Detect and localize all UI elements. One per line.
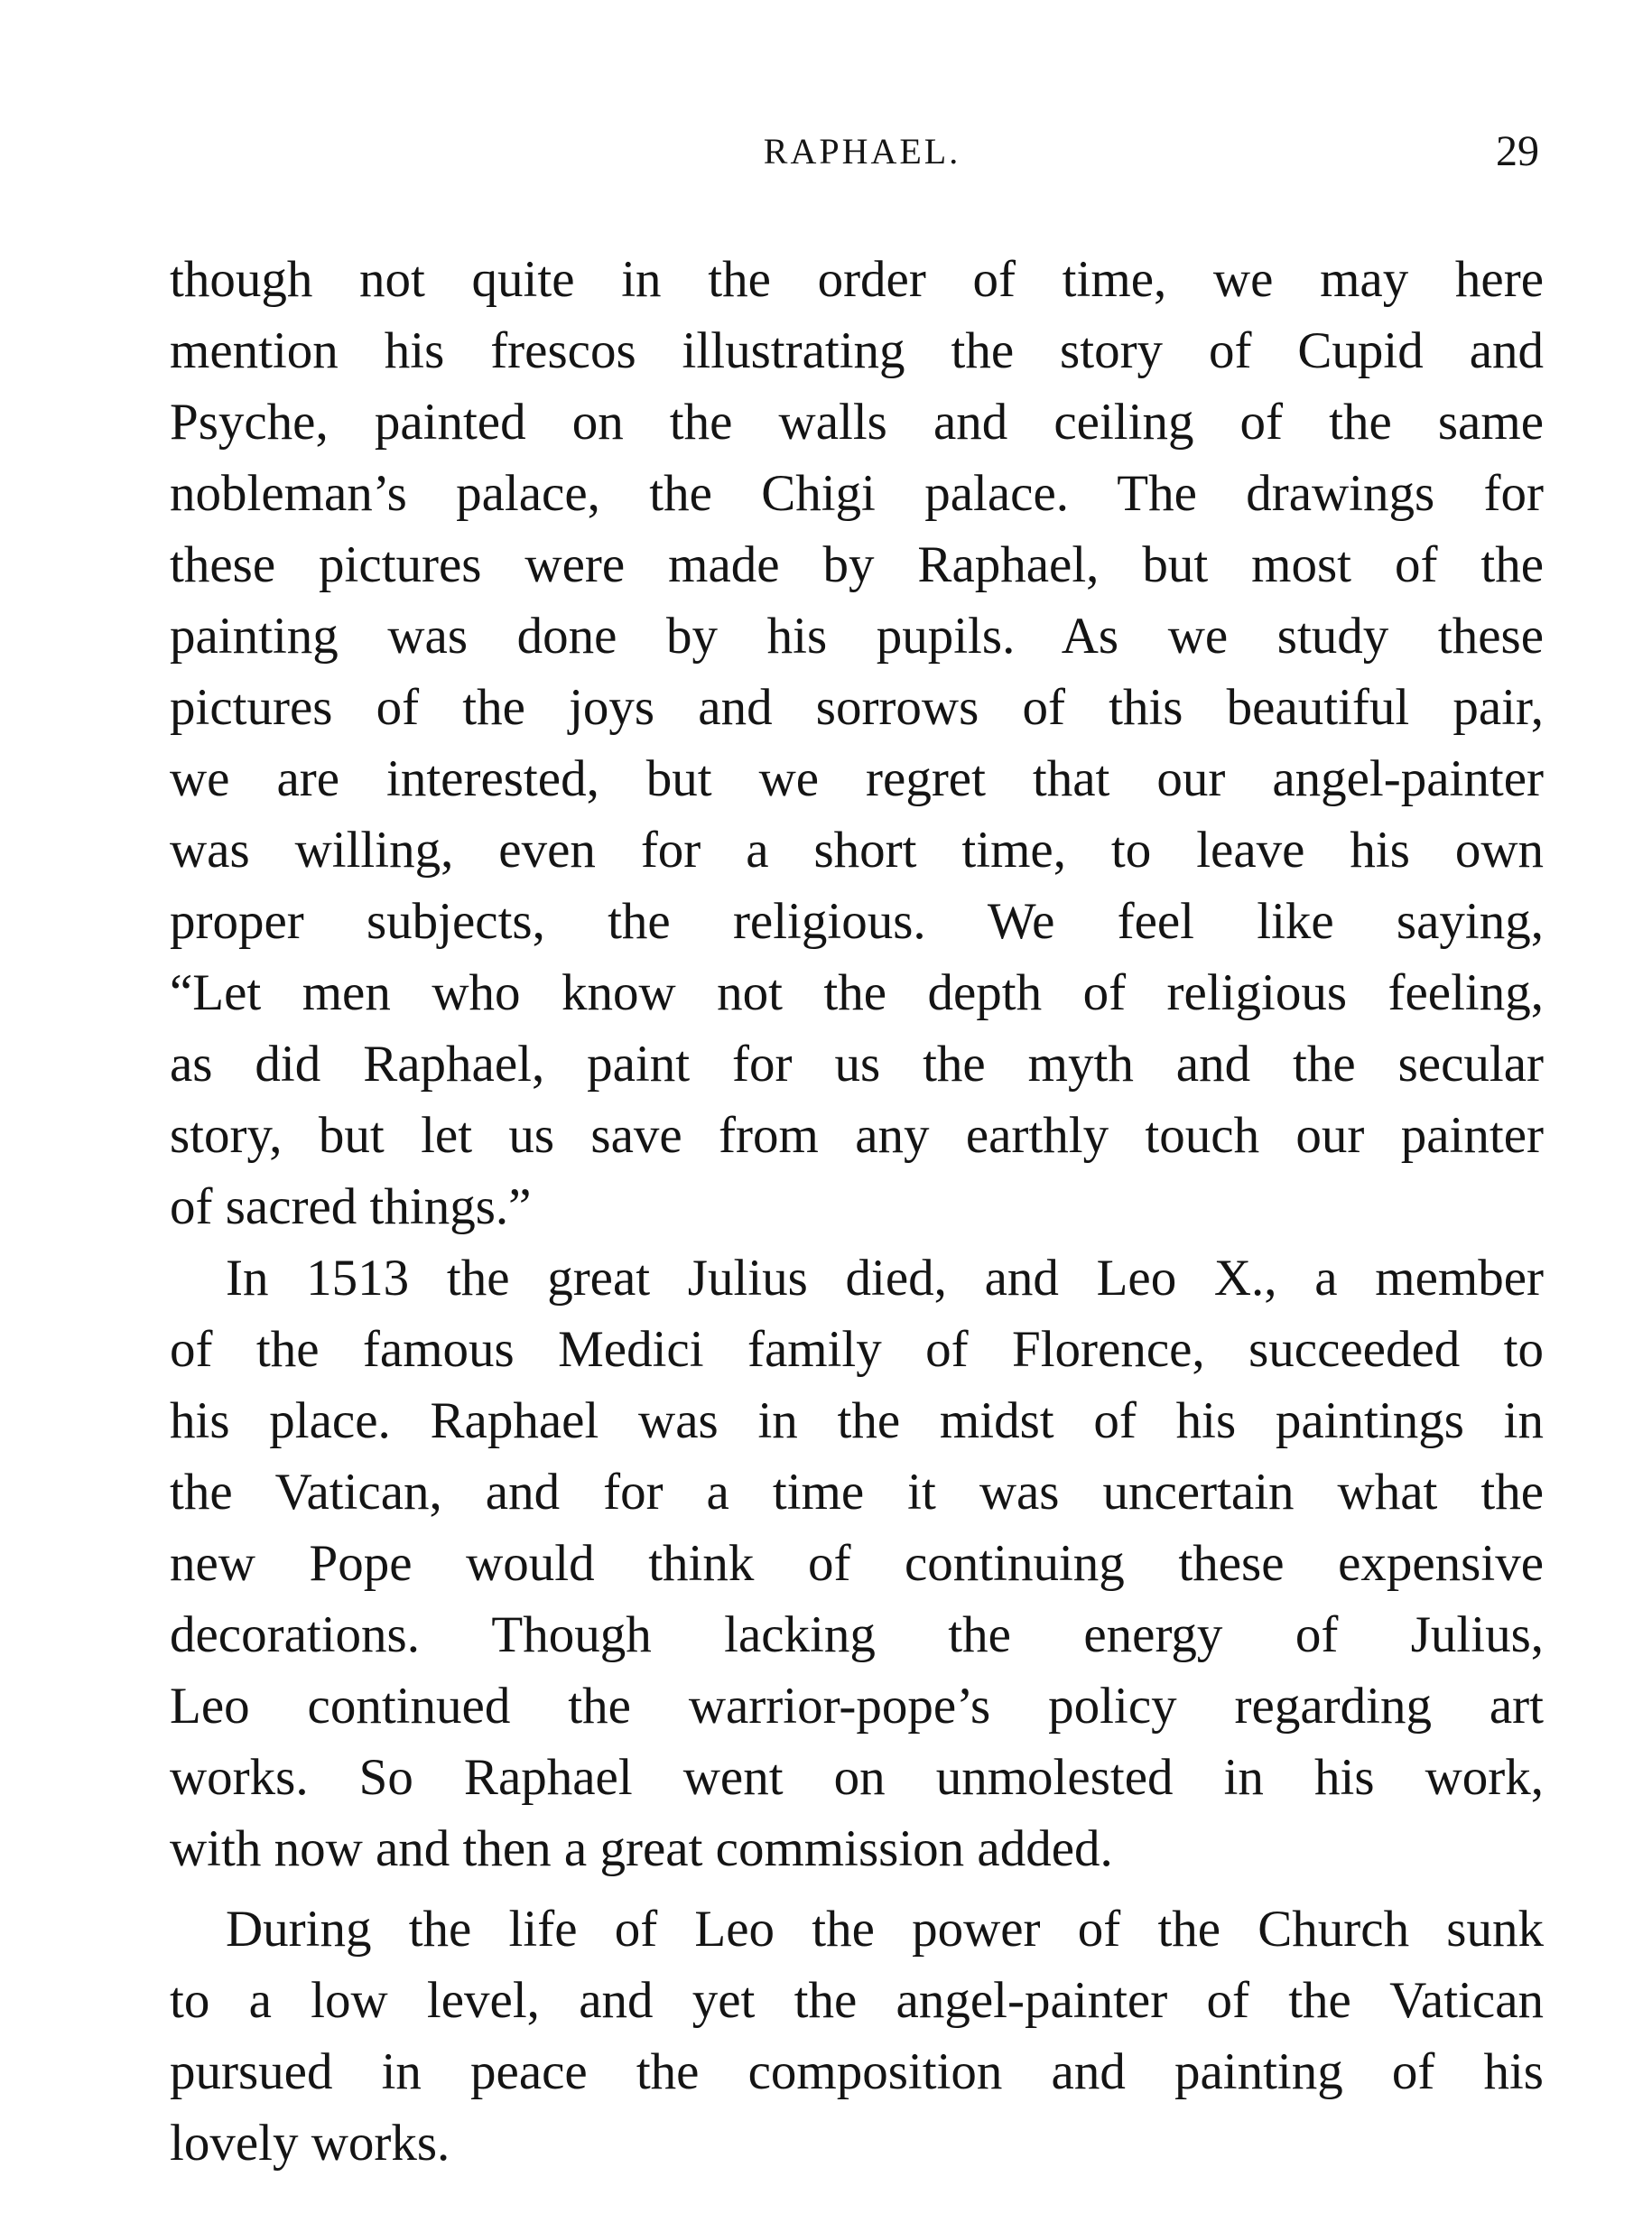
paragraph-cupid-psyche bbox=[170, 244, 1544, 1242]
text-line: works. So Raphael went on unmolested in his work, bbox=[170, 1749, 1544, 1806]
text-line: decorations. Though lacking the energy of Julius, bbox=[170, 1606, 1544, 1663]
paragraph-gap bbox=[170, 1884, 1544, 1893]
text-line: of the famous Medici family of Florence, succeeded to bbox=[170, 1321, 1544, 1378]
text-line: of sacred things.” bbox=[170, 1178, 532, 1235]
text-line: new Pope would think of continuing these expensive bbox=[170, 1535, 1544, 1592]
text-line: In 1513 the great Julius died, and Leo X., a member bbox=[226, 1250, 1544, 1307]
running-head bbox=[172, 125, 1553, 179]
text-line: proper subjects, the religious. We feel like saying, bbox=[170, 893, 1544, 950]
text-line: pictures of the joys and sorrows of this beautiful pair, bbox=[170, 679, 1544, 736]
text-line: his place. Raphael was in the midst of his paintings in bbox=[170, 1392, 1544, 1449]
running-title: RAPHAEL. bbox=[763, 131, 961, 172]
text-line: with now and then a great commission added. bbox=[170, 1820, 1113, 1877]
text-line: as did Raphael, paint for us the myth and the secular bbox=[170, 1036, 1544, 1093]
text-line: Psyche, painted on the walls and ceiling of the same bbox=[170, 394, 1544, 451]
text-line: was willing, even for a short time, to leave his own bbox=[170, 822, 1544, 879]
text-line: though not quite in the order of time, we may here bbox=[170, 251, 1544, 308]
body-text bbox=[170, 244, 1544, 2179]
paragraph-church-power bbox=[170, 1893, 1544, 2179]
text-line: Leo continued the warrior-pope’s policy regarding art bbox=[170, 1678, 1544, 1735]
text-line: painting was done by his pupils. As we study these bbox=[170, 608, 1544, 665]
text-line: story, but let us save from any earthly touch our painter bbox=[170, 1107, 1544, 1164]
text-line: these pictures were made by Raphael, but most of the bbox=[170, 536, 1544, 593]
text-line: the Vatican, and for a time it was uncertain what the bbox=[170, 1464, 1544, 1521]
text-line: pursued in peace the composition and painting of his bbox=[170, 2043, 1544, 2100]
text-line: we are interested, but we regret that our angel-painter bbox=[170, 750, 1544, 807]
paragraph-leo-x bbox=[170, 1242, 1544, 1884]
text-line: mention his frescos illustrating the story of Cupid and bbox=[170, 322, 1544, 379]
text-line: During the life of Leo the power of the Church sunk bbox=[226, 1901, 1544, 1958]
text-line: lovely works. bbox=[170, 2115, 450, 2172]
page-number: 29 bbox=[1496, 127, 1539, 175]
text-line: to a low level, and yet the angel-painter of the Vatican bbox=[170, 1972, 1544, 2029]
text-line: “Let men who know not the depth of religious feeling, bbox=[170, 964, 1544, 1021]
text-line: nobleman’s palace, the Chigi palace. The drawings for bbox=[170, 465, 1544, 522]
